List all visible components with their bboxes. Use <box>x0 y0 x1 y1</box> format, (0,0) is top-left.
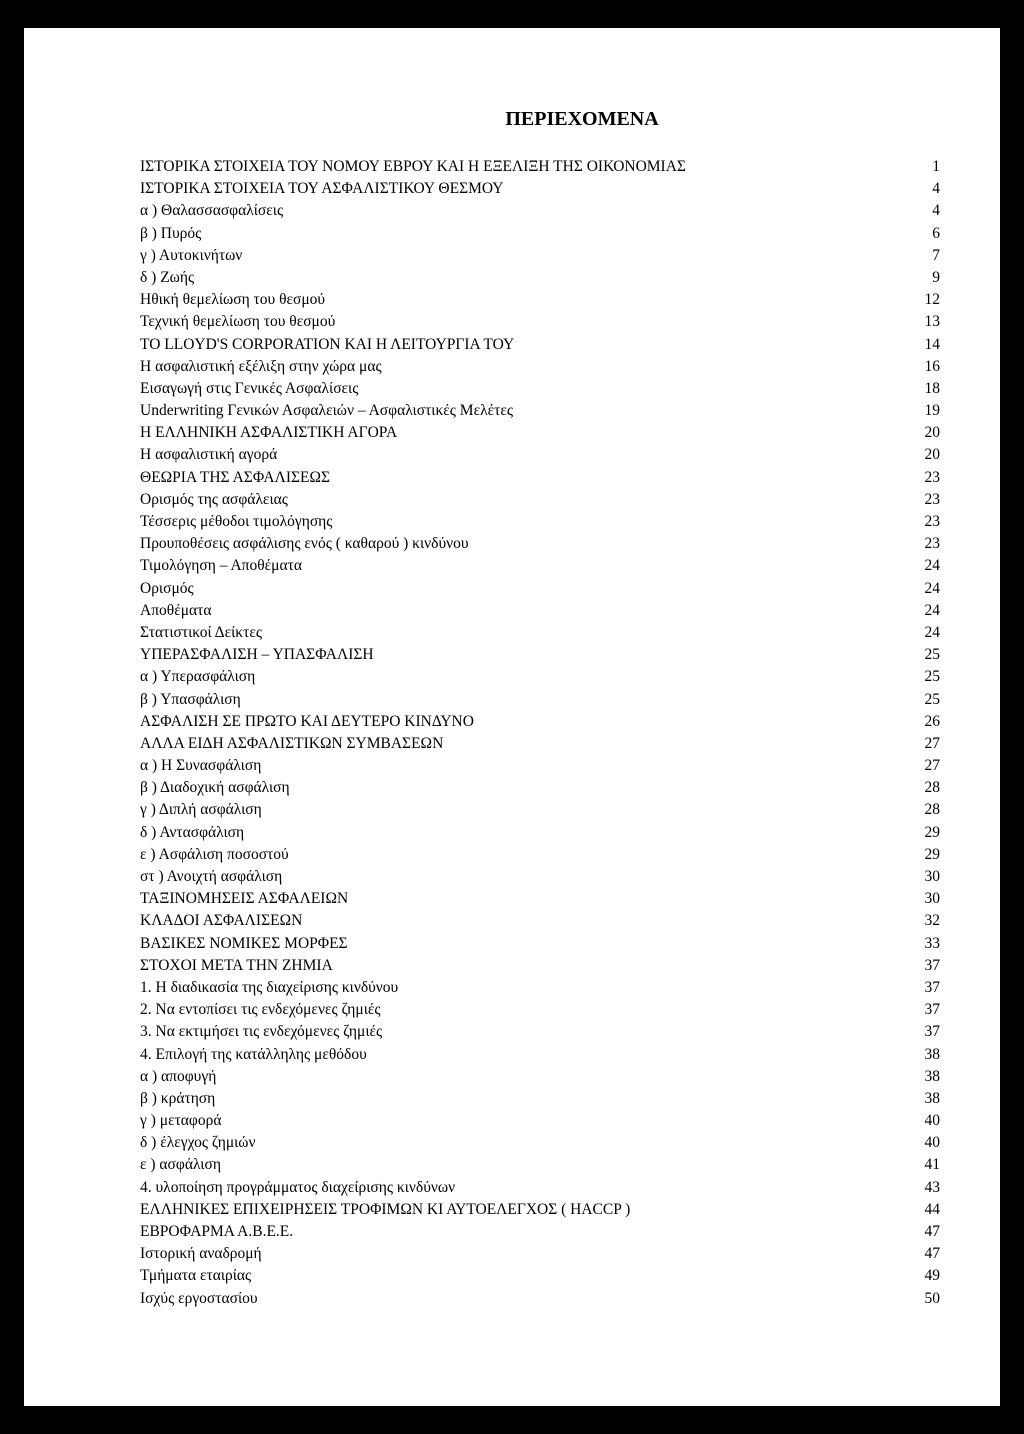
toc-entry-title: α ) Η Συνασφάλιση <box>140 757 262 775</box>
toc-entry-page-number: 38 <box>924 1045 940 1063</box>
toc-entry-title: ΕΒΡΟΦΑΡΜΑ Α.Β.Ε.Ε. <box>140 1223 294 1240</box>
toc-entry <box>140 1199 940 1221</box>
toc-entry <box>140 755 940 777</box>
toc-entry-title: Ορισμός <box>140 579 194 597</box>
toc-entry <box>140 400 940 422</box>
toc-entry-page-number: 4 <box>932 180 940 198</box>
toc-entry-title: Η ασφαλιστική αγορά <box>140 446 278 464</box>
toc-entry-page-number: 26 <box>924 712 940 730</box>
toc-entry <box>140 267 940 289</box>
toc-entry-title: Underwriting Γενικών Ασφαλειών – Ασφαλιστικές Μελέτες <box>140 402 513 420</box>
toc-entry-title: Τέσσερις μέθοδοι τιμολόγησης <box>140 513 333 530</box>
toc-entry <box>140 1044 940 1066</box>
toc-entry-title: Η ΕΛΛΗΝΙΚΗ ΑΣΦΑΛΙΣΤΙΚΗ ΑΓΟΡΑ <box>140 424 398 442</box>
toc-entry-page-number: 23 <box>924 490 940 508</box>
table-of-contents <box>140 156 940 1310</box>
toc-entry-title: ΙΣΤΟΡΙΚΑ ΣΤΟΙΧΕΙΑ ΤΟΥ ΑΣΦΑΛΙΣΤΙΚΟΥ ΘΕΣΜΟΥ <box>140 180 504 198</box>
toc-entry-title: ΑΛΛΑ ΕΙΔΗ ΑΣΦΑΛΙΣΤΙΚΩΝ ΣΥΜΒΑΣΕΩΝ <box>140 734 444 752</box>
toc-entry <box>140 822 940 844</box>
toc-entry-page-number: 47 <box>924 1223 940 1240</box>
toc-entry-page-number: 27 <box>924 757 940 775</box>
toc-entry <box>140 511 940 533</box>
toc-entry-title: Ισχύς εργοστασίου <box>140 1289 258 1307</box>
toc-entry-page-number: 30 <box>924 868 940 885</box>
toc-entry <box>140 1265 940 1287</box>
toc-entry-page-number: 24 <box>924 623 940 641</box>
toc-entry <box>140 977 940 999</box>
toc-entry-title: β ) Πυρός <box>140 224 202 242</box>
toc-entry-page-number: 28 <box>924 779 940 797</box>
toc-entry-title: Ιστορική αναδρομή <box>140 1245 262 1263</box>
toc-entry-page-number: 38 <box>924 1089 940 1107</box>
toc-entry <box>140 1021 940 1043</box>
toc-entry <box>140 910 940 932</box>
toc-entry-page-number: 37 <box>924 1023 940 1041</box>
toc-entry-page-number: 30 <box>924 890 940 908</box>
toc-entry-title: ΘΕΩΡΙΑ ΤΗΣ ΑΣΦΑΛΙΣΕΩΣ <box>140 468 331 486</box>
toc-entry-page-number: 24 <box>924 601 940 619</box>
toc-entry <box>140 955 940 977</box>
toc-entry <box>140 1177 940 1199</box>
toc-entry-title: ΤΟ LLOYD'S CORPORATION ΚΑΙ Η ΛΕΙΤΟΥΡΓΙΑ ΤΟΥ <box>140 335 515 353</box>
toc-entry-title: στ ) Ανοιχτή ασφάλιση <box>140 868 283 885</box>
toc-entry-page-number: 9 <box>932 268 940 286</box>
toc-entry-title: 1. Η διαδικασία της διαχείρισης κινδύνου <box>140 978 399 996</box>
toc-entry-title: δ ) Ζωής <box>140 268 195 286</box>
toc-entry-page-number: 29 <box>924 845 940 863</box>
toc-entry-page-number: 32 <box>924 912 940 930</box>
toc-entry-title: γ ) Αυτοκινήτων <box>140 246 243 264</box>
toc-entry-page-number: 25 <box>924 668 940 686</box>
toc-entry <box>140 311 940 333</box>
toc-entry <box>140 378 940 400</box>
toc-entry-page-number: 50 <box>924 1289 940 1307</box>
toc-entry-page-number: 37 <box>924 1001 940 1019</box>
toc-entry-title: γ ) Διπλή ασφάλιση <box>140 801 262 819</box>
toc-entry <box>140 422 940 444</box>
toc-entry-title: ΙΣΤΟΡΙΚΑ ΣΤΟΙΧΕΙΑ ΤΟΥ ΝΟΜΟΥ ΕΒΡΟΥ ΚΑΙ Η ΕΞΕΛΙΞΗ ΤΗΣ ΟΙΚΟΝΟΜΙΑΣ <box>140 158 686 175</box>
toc-entry-title: ε ) Ασφάλιση ποσοστού <box>140 845 289 863</box>
toc-entry-title: β ) Διαδοχική ασφάλιση <box>140 779 290 797</box>
toc-entry <box>140 888 940 910</box>
toc-entry-title: α ) αποφυγή <box>140 1067 217 1085</box>
toc-entry <box>140 622 940 644</box>
toc-entry-title: Ορισμός της ασφάλειας <box>140 490 288 508</box>
toc-entry-page-number: 37 <box>924 978 940 996</box>
toc-entry-page-number: 40 <box>924 1112 940 1130</box>
toc-entry-page-number: 47 <box>924 1245 940 1263</box>
toc-entry <box>140 933 940 955</box>
toc-entry <box>140 245 940 267</box>
toc-entry-page-number: 19 <box>924 402 940 420</box>
toc-entry <box>140 156 940 178</box>
toc-entry <box>140 555 940 577</box>
toc-entry-page-number: 33 <box>924 934 940 952</box>
toc-entry <box>140 1132 940 1154</box>
toc-entry <box>140 1243 940 1265</box>
toc-entry-title: Τμήματα εταιρίας <box>140 1267 252 1285</box>
toc-entry-page-number: 20 <box>924 446 940 464</box>
toc-entry-title: ΥΠΕΡΑΣΦΑΛΙΣΗ – ΥΠΑΣΦΑΛΙΣΗ <box>140 646 374 664</box>
toc-entry-page-number: 6 <box>932 224 940 242</box>
toc-entry-page-number: 25 <box>924 646 940 664</box>
toc-entry-title: ΤΑΞΙΝΟΜΗΣΕΙΣ ΑΣΦΑΛΕΙΩΝ <box>140 890 349 908</box>
toc-entry-title: δ ) Αντασφάλιση <box>140 823 245 841</box>
toc-entry-page-number: 37 <box>924 956 940 974</box>
toc-entry <box>140 356 940 378</box>
toc-entry-page-number: 29 <box>924 823 940 841</box>
toc-entry-title: Στατιστικοί Δείκτες <box>140 623 262 641</box>
toc-entry-page-number: 23 <box>924 535 940 553</box>
toc-entry-page-number: 40 <box>924 1134 940 1152</box>
toc-entry-title: β ) κράτηση <box>140 1089 216 1107</box>
toc-entry-page-number: 16 <box>924 357 940 375</box>
toc-entry <box>140 578 940 600</box>
toc-entry-page-number: 24 <box>924 557 940 575</box>
toc-entry-title: β ) Υπασφάλιση <box>140 690 241 708</box>
toc-entry-page-number: 24 <box>924 579 940 597</box>
toc-entry-page-number: 20 <box>924 424 940 442</box>
toc-entry-title: Τεχνική θεμελίωση του θεσμού <box>140 313 336 331</box>
toc-entry <box>140 600 940 622</box>
toc-entry <box>140 178 940 200</box>
toc-entry <box>140 666 940 688</box>
toc-entry <box>140 689 940 711</box>
toc-entry-title: Εισαγωγή στις Γενικές Ασφαλίσεις <box>140 379 359 397</box>
toc-entry-title: Προυποθέσεις ασφάλισης ενός ( καθαρού ) κινδύνου <box>140 535 469 553</box>
toc-entry-title: 2. Να εντοπίσει τις ενδεχόμενες ζημιές <box>140 1001 381 1019</box>
toc-entry <box>140 289 940 311</box>
toc-entry-title: α ) Θαλασσασφαλίσεις <box>140 202 284 220</box>
toc-entry <box>140 733 940 755</box>
toc-entry <box>140 1154 940 1176</box>
page-title: ΠΕΡΙΕΧΟΜΕΝΑ <box>505 108 659 130</box>
toc-entry <box>140 1066 940 1088</box>
toc-entry-page-number: 12 <box>924 291 940 309</box>
toc-entry-page-number: 18 <box>924 379 940 397</box>
toc-entry <box>140 866 940 888</box>
toc-entry <box>140 334 940 356</box>
toc-entry <box>140 1110 940 1132</box>
toc-entry <box>140 644 940 666</box>
toc-entry <box>140 489 940 511</box>
toc-entry-title: 3. Να εκτιμήσει τις ενδεχόμενες ζημιές <box>140 1023 383 1041</box>
toc-entry-title: ΚΛΑΔΟΙ ΑΣΦΑΛΙΣΕΩΝ <box>140 912 303 930</box>
toc-entry-title: ΣΤΟΧΟΙ ΜΕΤΑ ΤΗΝ ΖΗΜΙΑ <box>140 956 333 974</box>
toc-entry <box>140 999 940 1021</box>
toc-entry-title: γ ) μεταφορά <box>140 1112 222 1130</box>
toc-entry <box>140 1088 940 1110</box>
toc-entry-page-number: 43 <box>924 1178 940 1196</box>
toc-entry-page-number: 49 <box>924 1267 940 1285</box>
toc-entry-title: Ηθική θεμελίωση του θεσμού <box>140 291 326 309</box>
toc-entry-page-number: 23 <box>924 468 940 486</box>
toc-entry-title: δ ) έλεγχος ζημιών <box>140 1134 256 1152</box>
toc-entry-page-number: 38 <box>924 1067 940 1085</box>
toc-entry <box>140 1288 940 1310</box>
toc-entry-page-number: 14 <box>924 335 940 353</box>
toc-entry-title: α ) Υπερασφάλιση <box>140 668 256 686</box>
toc-entry-title: 4. υλοποίηση προγράμματος διαχείρισης κινδύνων <box>140 1178 456 1196</box>
toc-entry-title: Τιμολόγηση – Αποθέματα <box>140 557 302 575</box>
toc-entry-title: 4. Επιλογή της κατάλληλης μεθόδου <box>140 1045 367 1063</box>
toc-entry-page-number: 23 <box>924 513 940 530</box>
toc-entry <box>140 223 940 245</box>
toc-entry <box>140 844 940 866</box>
toc-entry-title: ε ) ασφάλιση <box>140 1156 221 1174</box>
document-page <box>24 28 1000 1406</box>
toc-entry <box>140 799 940 821</box>
toc-entry-page-number: 7 <box>932 246 940 264</box>
toc-entry <box>140 711 940 733</box>
toc-entry-title: ΑΣΦΑΛΙΣΗ ΣΕ ΠΡΩΤΟ ΚΑΙ ΔΕΥΤΕΡΟ ΚΙΝΔΥΝΟ <box>140 712 474 730</box>
toc-entry-title: Αποθέματα <box>140 601 212 619</box>
toc-entry-page-number: 4 <box>932 202 940 220</box>
toc-entry <box>140 1221 940 1243</box>
toc-entry-page-number: 1 <box>932 158 940 175</box>
toc-entry-page-number: 28 <box>924 801 940 819</box>
toc-entry <box>140 533 940 555</box>
toc-entry-page-number: 41 <box>924 1156 940 1174</box>
toc-entry-page-number: 44 <box>924 1200 940 1218</box>
toc-entry <box>140 467 940 489</box>
toc-entry <box>140 777 940 799</box>
toc-entry-title: ΒΑΣΙΚΕΣ ΝΟΜΙΚΕΣ ΜΟΡΦΕΣ <box>140 934 348 952</box>
toc-entry-page-number: 27 <box>924 734 940 752</box>
toc-entry <box>140 444 940 466</box>
toc-entry-title: ΕΛΛΗΝΙΚΕΣ ΕΠΙΧΕΙΡΗΣΕΙΣ ΤΡΟΦΙΜΩΝ ΚΙ ΑΥΤΟΕΛΕΓΧΟΣ ( HACCP ) <box>140 1200 631 1218</box>
toc-entry <box>140 200 940 222</box>
toc-entry-title: Η ασφαλιστική εξέλιξη στην χώρα μας <box>140 357 382 375</box>
toc-entry-page-number: 25 <box>924 690 940 708</box>
toc-entry-page-number: 13 <box>924 313 940 331</box>
